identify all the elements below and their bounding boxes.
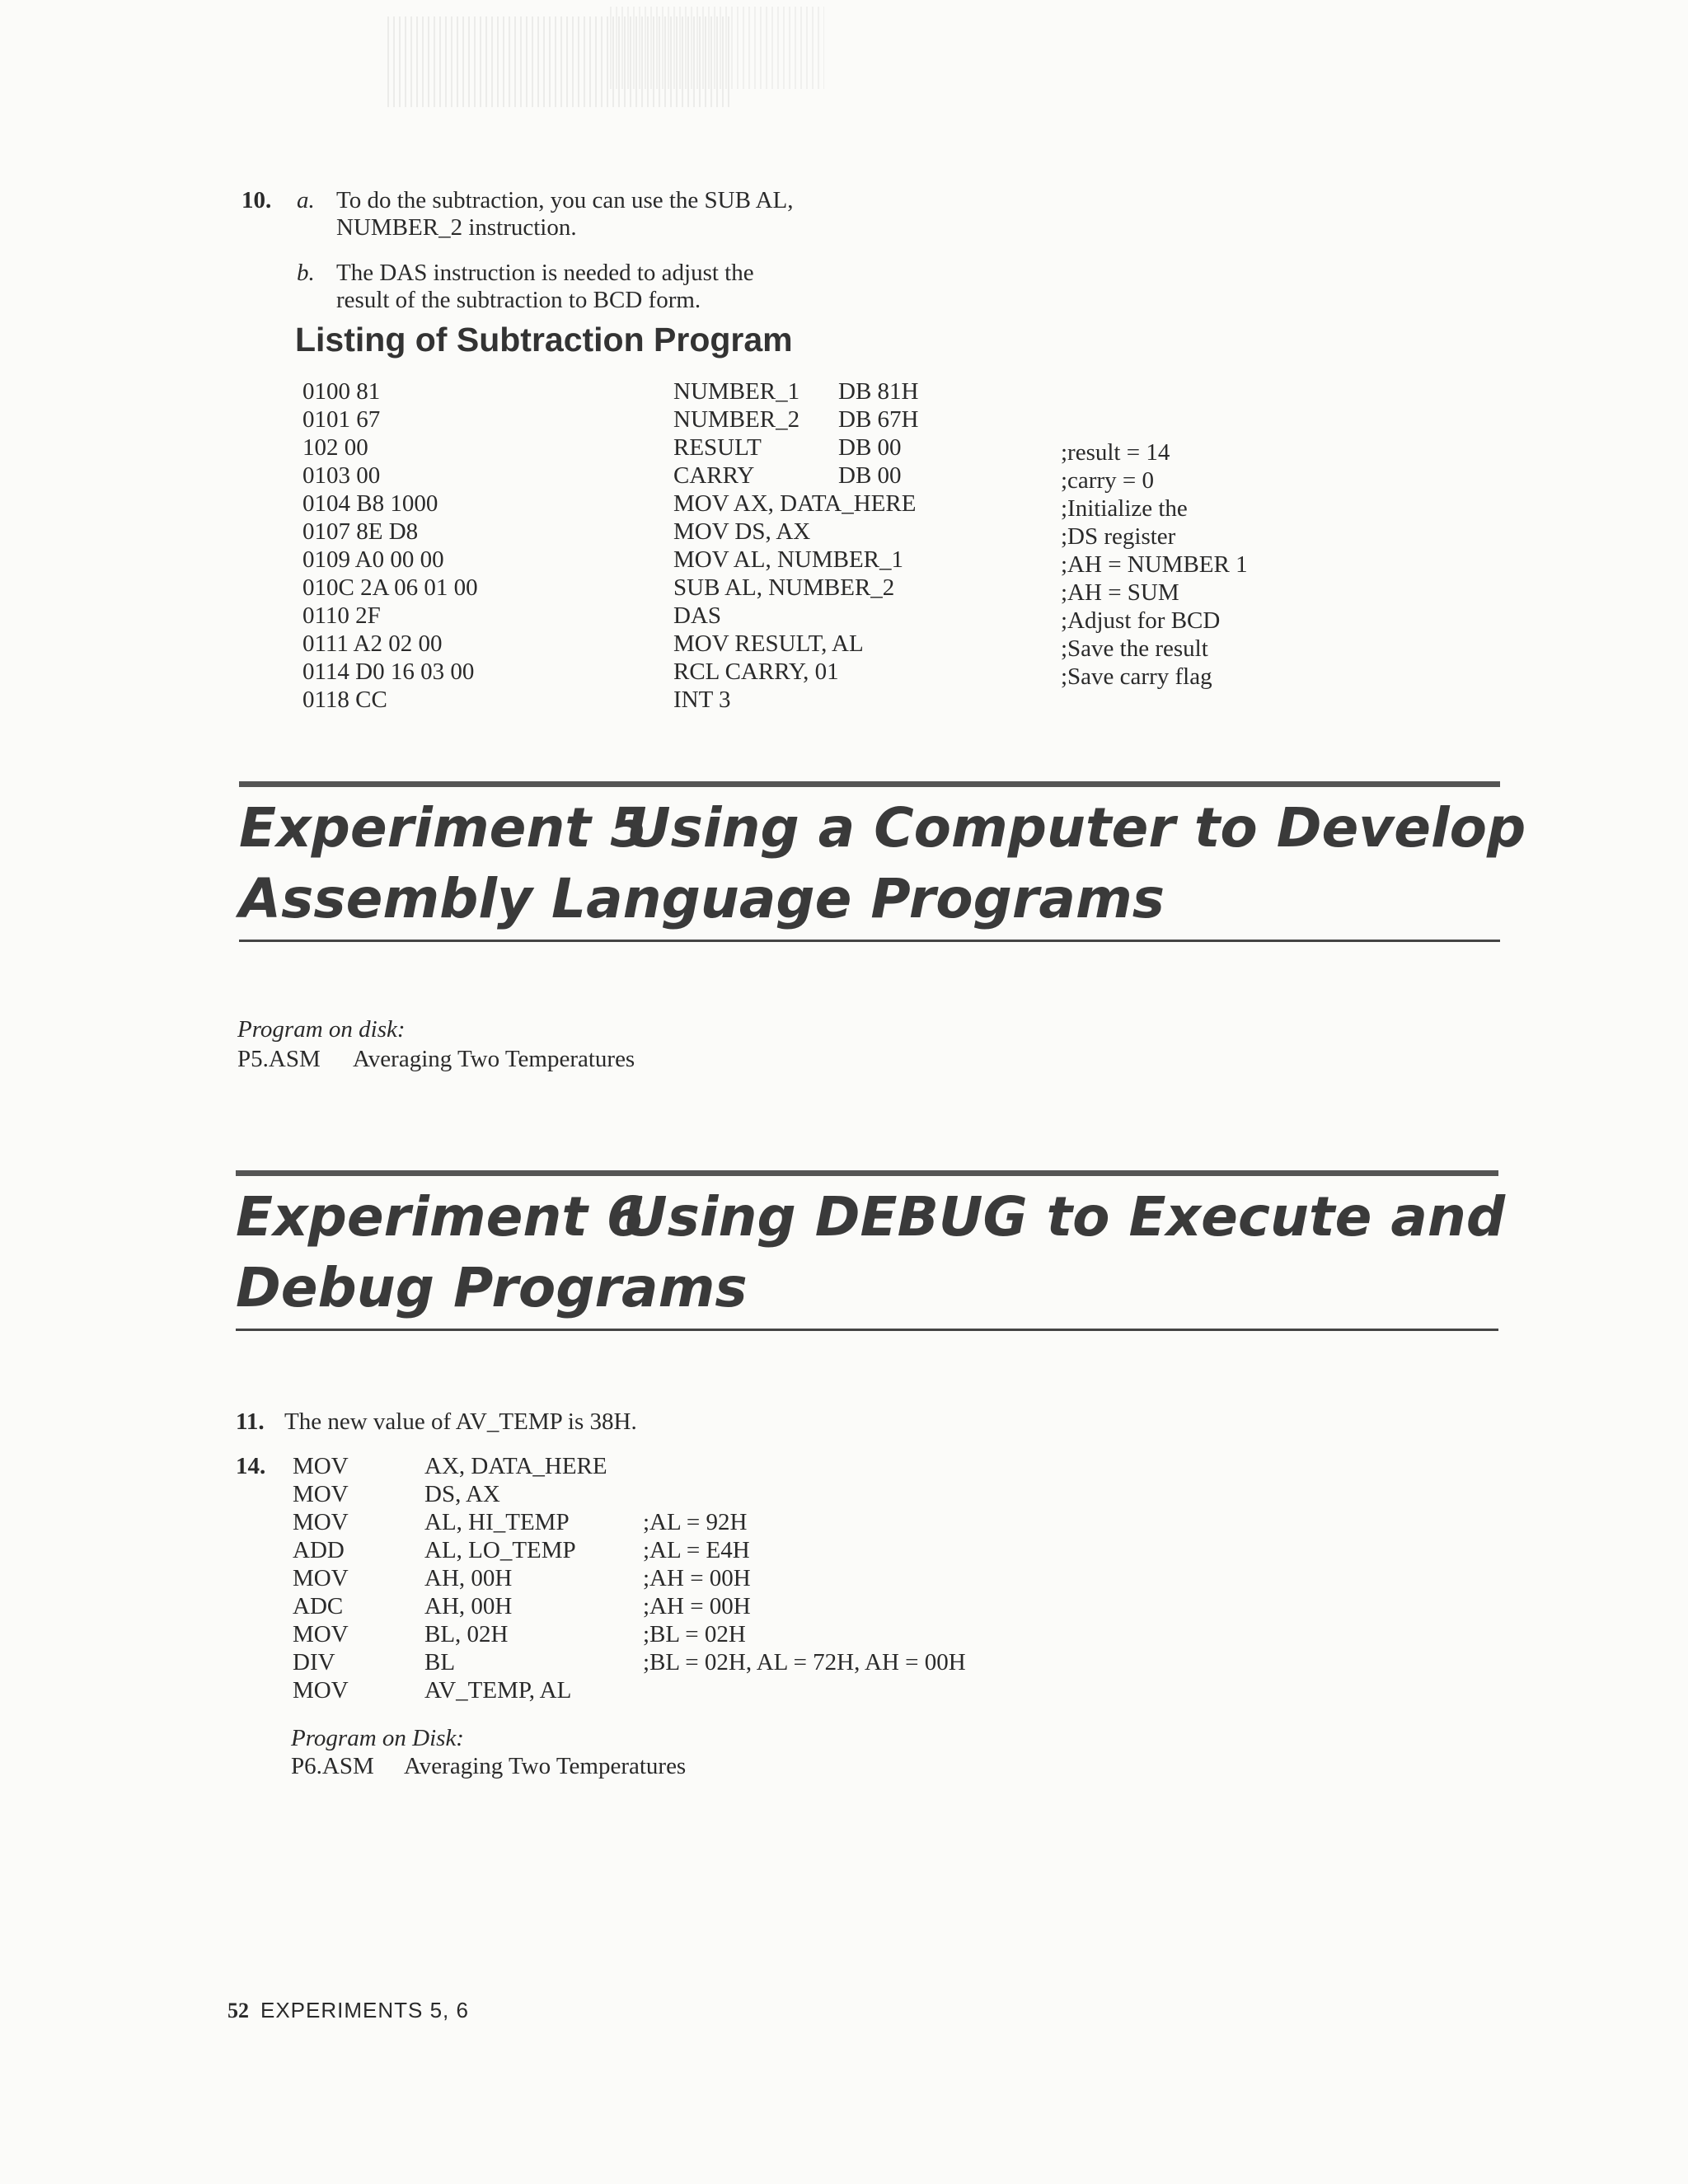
listing-address: 0118 CC: [302, 687, 387, 713]
exp6-title-line2: Debug Programs: [236, 1256, 748, 1319]
exp6-label: Experiment 6: [236, 1185, 645, 1249]
question-10b-line2: result of the subtraction to BCD form.: [336, 287, 701, 313]
listing-address: 0110 2F: [302, 602, 381, 629]
listing-comment: ;result = 14: [1061, 439, 1170, 466]
listing-comment: ;carry = 0: [1061, 467, 1154, 494]
code-comment: ;BL = 02H: [643, 1621, 746, 1647]
listing-instruction: MOV RESULT, AL: [673, 630, 864, 657]
listing-comment: ;Initialize the: [1061, 495, 1188, 522]
listing-comment: ;AH = NUMBER 1: [1061, 551, 1248, 578]
exp5-bottom-rule: [239, 940, 1500, 942]
exp5-title-line2: Assembly Language Programs: [239, 867, 1165, 930]
listing-address: 0100 81: [302, 378, 381, 405]
listing-operand: DB 67H: [838, 406, 919, 433]
listing-instruction: NUMBER_2: [673, 406, 800, 433]
code-args: AL, LO_TEMP: [424, 1537, 576, 1563]
question-10b-line1: The DAS instruction is needed to adjust the: [336, 260, 754, 286]
listing-operand: DB 00: [838, 434, 902, 461]
question-10a-label: a.: [297, 187, 315, 213]
code-args: BL, 02H: [424, 1621, 509, 1647]
exp6-title-line1: Using DEBUG to Execute and: [623, 1185, 1506, 1249]
code-args: AH, 00H: [424, 1593, 513, 1619]
code-args: AV_TEMP, AL: [424, 1677, 572, 1704]
code-args: DS, AX: [424, 1481, 500, 1507]
page-number: 52: [227, 1999, 249, 2022]
listing-instruction: MOV AX, DATA_HERE: [673, 490, 917, 517]
listing-operand: DB 00: [838, 462, 902, 489]
listing-address: 0107 8E D8: [302, 518, 419, 545]
listing-instruction: DAS: [673, 602, 722, 629]
question-11-text: The new value of AV_TEMP is 38H.: [284, 1408, 637, 1435]
question-14-number: 14.: [236, 1453, 266, 1479]
listing-comment: ;AH = SUM: [1061, 579, 1179, 606]
code-opcode: MOV: [293, 1481, 349, 1507]
exp5-disk-file: P5.ASM: [237, 1046, 321, 1072]
code-args: AL, HI_TEMP: [424, 1509, 570, 1535]
exp6-disk-file: P6.ASM: [291, 1753, 374, 1779]
running-title: EXPERIMENTS 5, 6: [260, 1998, 469, 2022]
question-10-number: 10.: [241, 187, 272, 213]
listing-address: 0109 A0 00 00: [302, 546, 444, 573]
exp5-label: Experiment 5: [239, 796, 648, 860]
footer: [227, 1998, 469, 2023]
code-opcode: DIV: [293, 1649, 335, 1675]
code-args: AH, 00H: [424, 1565, 513, 1591]
code-comment: ;AH = 00H: [643, 1593, 751, 1619]
question-11-number: 11.: [236, 1408, 265, 1435]
question-10a-line2: NUMBER_2 instruction.: [336, 214, 577, 241]
code-opcode: MOV: [293, 1677, 349, 1704]
exp6-disk-label: Program on Disk:: [291, 1725, 464, 1751]
listing-address: 0111 A2 02 00: [302, 630, 443, 657]
code-opcode: MOV: [293, 1621, 349, 1647]
listing-instruction: RCL CARRY, 01: [673, 658, 839, 685]
listing-comment: ;DS register: [1061, 523, 1176, 550]
listing-address: 0103 00: [302, 462, 381, 489]
listing-instruction: SUB AL, NUMBER_2: [673, 574, 895, 601]
exp5-title-line1: Using a Computer to Develop: [626, 796, 1526, 860]
question-10a-line1: To do the subtraction, you can use the SUB AL,: [336, 187, 794, 213]
code-comment: ;AH = 00H: [643, 1565, 751, 1591]
listing-address: 0114 D0 16 03 00: [302, 658, 475, 685]
code-comment: ;AL = E4H: [643, 1537, 750, 1563]
listing-instruction: RESULT: [673, 434, 762, 461]
listing-instruction: MOV DS, AX: [673, 518, 811, 545]
code-opcode: ADD: [293, 1537, 345, 1563]
listing-address: 0101 67: [302, 406, 381, 433]
code-args: AX, DATA_HERE: [424, 1453, 607, 1479]
listing-instruction: NUMBER_1: [673, 378, 800, 405]
exp5-disk-desc: Averaging Two Temperatures: [353, 1046, 635, 1072]
listing-instruction: INT 3: [673, 687, 731, 713]
exp6-bottom-rule: [236, 1329, 1498, 1331]
code-args: BL: [424, 1649, 456, 1675]
question-10b-label: b.: [297, 260, 315, 286]
code-comment: ;BL = 02H, AL = 72H, AH = 00H: [643, 1649, 966, 1675]
code-opcode: MOV: [293, 1509, 349, 1535]
listing-operand: DB 81H: [838, 378, 919, 405]
code-opcode: MOV: [293, 1453, 349, 1479]
exp6-disk-desc: Averaging Two Temperatures: [404, 1753, 687, 1779]
listing-instruction: CARRY: [673, 462, 755, 489]
listing-address: 102 00: [302, 434, 368, 461]
exp5-disk-label: Program on disk:: [237, 1016, 406, 1043]
listing-comment: ;Save carry flag: [1061, 663, 1212, 690]
code-comment: ;AL = 92H: [643, 1509, 748, 1535]
scan-noise: [610, 7, 824, 89]
listing-instruction: MOV AL, NUMBER_1: [673, 546, 904, 573]
exp6-top-rule: [236, 1170, 1498, 1176]
exp5-top-rule: [239, 781, 1500, 787]
listing-address: 0104 B8 1000: [302, 490, 438, 517]
code-opcode: ADC: [293, 1593, 344, 1619]
listing-comment: ;Adjust for BCD: [1061, 607, 1221, 634]
listing-address: 010C 2A 06 01 00: [302, 574, 478, 601]
listing-title: Listing of Subtraction Program: [295, 321, 793, 359]
listing-comment: ;Save the result: [1061, 635, 1208, 662]
code-opcode: MOV: [293, 1565, 349, 1591]
